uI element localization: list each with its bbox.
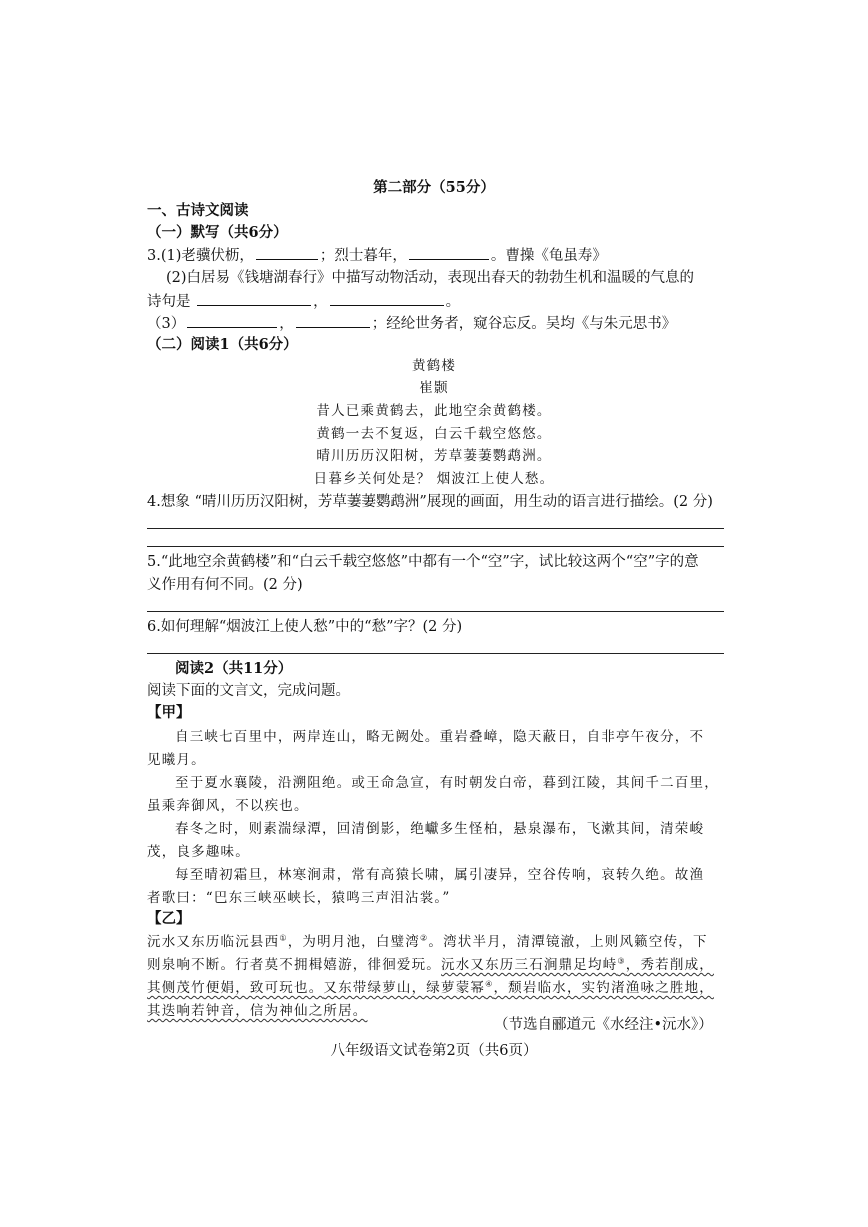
part-title: 第二部分（55分） [373,179,495,196]
yi-text: ，为明月池，白璧湾 [287,934,420,950]
poem-line: 日暮乡关何处是？ 烟波江上使人愁。 [313,471,555,487]
page-footer: 八年级语文试卷第2页（共6页） [330,1043,538,1059]
footnote-marker: ④ [485,979,494,989]
yi-text: ，颓岩临水，实钓渚渔咏之胜地， [493,980,714,996]
footnote-marker: ① [279,933,288,943]
subsection-title-dictation: （一）默写（共6分） [147,224,288,241]
jia-label: 【甲】 [147,704,191,721]
yi-paragraph-line [147,955,714,975]
answer-line[interactable] [147,611,724,612]
poem-line: 昔人已乘黄鹤去，此地空余黄鹤楼。 [316,403,552,419]
wavy-underlined-text [147,980,714,996]
q4-text: 4.想象 “晴川历历汉阳树，芳草萋萋鹦鹉洲”展现的画面，用生动的语言进行描绘。(2 分) [147,494,713,510]
answer-blank[interactable] [197,291,311,306]
q3-line-1 [147,245,607,266]
answer-line[interactable] [147,653,724,654]
yi-paragraph-line [147,1001,368,1021]
wavy-underlined-text [441,957,714,973]
source-citation: （节选自郦道元《水经注•沅水》） [494,1017,713,1033]
q3-text-f: 。 [445,294,461,310]
yi-text: 又东带绿萝山，绿萝蒙幂 [323,980,486,996]
q3-line-3 [147,291,460,312]
subsection-title-reading1: （二）阅读1（共6分） [147,336,298,353]
jia-paragraph-line: 者歌曰：“巴东三峡巫峡长，猿鸣三声泪沾裳。” [147,890,451,906]
q3-text-h: ， [279,316,294,332]
jia-paragraph-line: 自三峡七百里中，两岸连山，略无阙处。重岩叠嶂，隐天蔽日，自非亭午夜分，不 [175,729,705,745]
jia-paragraph-line: 每至晴初霜旦，林寒涧肃，常有高猿长啸，属引凄异，空谷传响，哀转久绝。故渔 [175,867,705,883]
q3-text-c: 。曹操《龟虽寿》 [490,248,607,264]
answer-line[interactable] [147,546,724,547]
jia-paragraph-line: 茂，良多趣味。 [147,844,250,860]
answer-line[interactable] [147,528,724,529]
reading2-instruction: 阅读下面的文言文，完成问题。 [147,683,350,699]
yi-label: 【乙】 [147,910,191,927]
reading2-title: 阅读2（共11分） [175,660,293,677]
footnote-marker: ③ [617,956,626,966]
q3-text-e: ， [313,294,328,310]
poem-author: 崔颢 [419,380,449,396]
answer-blank[interactable] [187,313,277,328]
q3-text-i: ；经纶世务者，窥谷忘反。吴均《与朱元思书》 [371,316,677,332]
answer-blank[interactable] [256,245,318,260]
answer-blank[interactable] [296,313,370,328]
yi-text: 。湾状半月，清潭镜澈，上则风籁空传，下 [428,934,708,950]
q6-text: 6.如何理解“烟波江上使人愁”中的“愁”字？(2 分) [147,619,463,635]
jia-paragraph-line: 春冬之时，则素湍绿潭，回清倒影，绝巘多生怪柏，悬泉瀑布，飞漱其间，清荣峻 [175,821,705,837]
poem-title: 黄鹤楼 [411,358,457,374]
poem-line: 黄鹤一去不复返，白云千载空悠悠。 [316,426,552,442]
poem-line: 晴川历历汉阳树，芳草萋萋鹦鹉洲。 [316,448,552,464]
wavy-underlined-text: 其迭响若钟音，信为神仙之所居。 [147,1003,368,1019]
q3-text-b: ；烈士暮年， [319,248,407,264]
answer-blank[interactable] [409,245,489,260]
jia-paragraph-line: 见曦月。 [147,752,206,768]
jia-paragraph-line: 至于夏水襄陵，沿溯阻绝。或王命急宣，有时朝发白帝，暮到江陵，其间千二百里， [175,775,719,791]
q3-line-4 [147,313,676,334]
q3-text-g: （3） [147,316,186,332]
q5-text-line-1: 5.“此地空余黄鹤楼”和“白云千载空悠悠”中都有一个“空”字，试比较这两个“空”字的意 [147,554,699,570]
q3-text-a: 3.(1)老骥伏枥， [147,248,254,264]
footnote-marker: ② [420,933,429,943]
yi-text: 则泉响不断。行者莫不拥楫嬉游，徘徊爱玩。 [147,957,441,973]
yi-text: 沅水又东历三石涧鼎足均峙 [441,957,618,973]
answer-blank[interactable] [330,291,444,306]
yi-text: 沅水又东历临沅县西 [147,934,280,950]
yi-text: 其侧茂竹便娟，致可玩也。 [147,980,324,996]
q3-line-2: (2)白居易《钱塘湖春行》中描写动物活动，表现出春天的勃勃生机和温暖的气息的 [166,270,695,286]
section-title: 一、古诗文阅读 [147,202,249,219]
q3-text-d: 诗句是 [147,294,196,310]
yi-paragraph-line [147,932,708,952]
yi-text: ，秀若削成， [625,957,714,973]
jia-paragraph-line: 虽乘奔御风，不以疾也。 [147,798,309,814]
yi-paragraph-line [147,978,714,998]
q5-text-line-2: 义作用有何不同。(2 分) [147,577,303,593]
